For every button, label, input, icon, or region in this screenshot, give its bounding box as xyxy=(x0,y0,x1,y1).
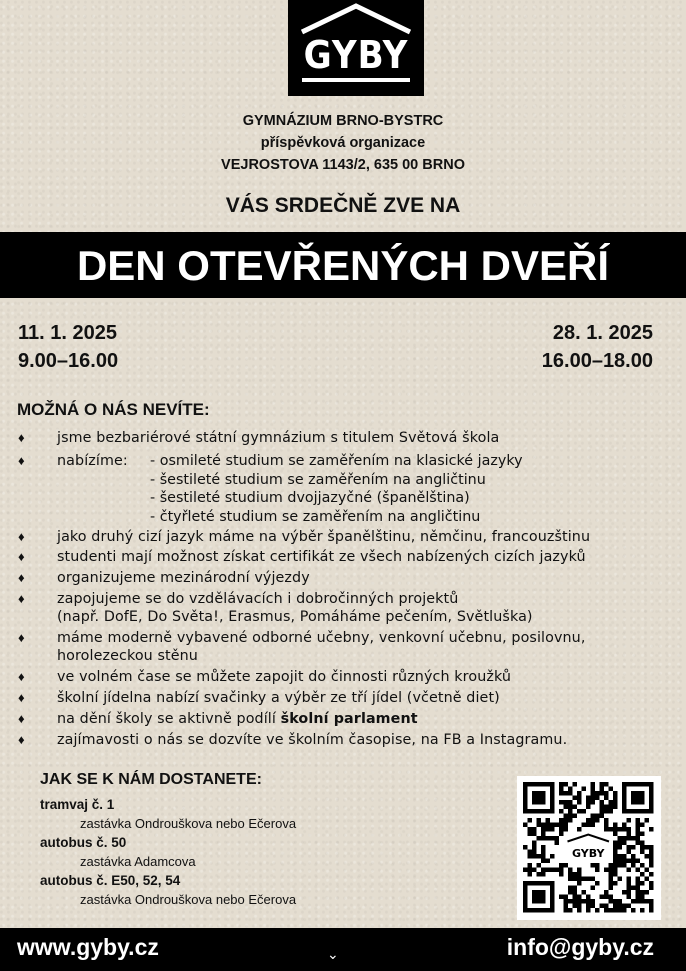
list-item-label: nabízíme: xyxy=(57,453,128,469)
transport-line: autobus č. 50 xyxy=(40,835,127,850)
list-item: studenti mají možnost získat certifikát ze všech nabízených cizích jazyků xyxy=(57,549,586,565)
list-item: jako druhý cizí jazyk máme na výběr španělštinu, němčinu, francouzštinu xyxy=(57,529,591,545)
list-item: máme moderně vybavené odborné učebny, venkovní učebnu, posilovnu, xyxy=(57,630,586,646)
bullet-icon: ♦ xyxy=(18,430,25,445)
list-subitem: - šestileté studium se zaměřením na angličtinu xyxy=(150,472,486,488)
org-name: GYMNÁZIUM BRNO-BYSTRC xyxy=(242,113,444,129)
about-heading: MOŽNÁ O NÁS NEVÍTE: xyxy=(17,400,210,419)
transport-stop: zastávka Ondrouškova nebo Ečerova xyxy=(80,892,297,907)
org-type: příspěvková organizace xyxy=(260,135,426,151)
date-first: 11. 1. 2025 xyxy=(18,322,117,344)
qr-code[interactable] xyxy=(517,776,661,920)
list-item-text: na dění školy se aktivně podílí xyxy=(57,711,281,727)
list-item: školní jídelna nabízí svačinky a výběr ze tří jídel (včetně diet) xyxy=(57,690,500,706)
list-item: zapojujeme se do vzdělávacích i dobročinných projektů xyxy=(57,591,459,607)
email-link[interactable]: info@gyby.cz xyxy=(506,934,654,960)
date-second: 28. 1. 2025 xyxy=(552,322,653,344)
transport-line: autobus č. E50, 52, 54 xyxy=(40,873,181,888)
transport-heading: JAK SE K NÁM DOSTANETE: xyxy=(40,771,262,788)
title-banner xyxy=(0,232,686,298)
transport-stop: zastávka Adamcova xyxy=(80,854,196,869)
transport-line: tramvaj č. 1 xyxy=(40,797,115,812)
banner-title: DEN OTEVŘENÝCH DVEŘÍ xyxy=(76,242,610,289)
bullet-icon: ♦ xyxy=(18,690,25,705)
list-item: organizujeme mezinárodní výjezdy xyxy=(57,570,310,586)
bullet-icon: ♦ xyxy=(18,549,25,564)
bullet-icon: ♦ xyxy=(18,630,25,645)
bullet-icon: ♦ xyxy=(18,711,25,726)
list-item: jsme bezbariérové státní gymnázium s titulem Světová škola xyxy=(57,430,500,446)
list-item: ve volném čase se můžete zapojit do činnosti různých kroužků xyxy=(57,669,512,685)
bullet-icon: ♦ xyxy=(18,453,25,468)
invite-text: VÁS SRDEČNĚ ZVE NA xyxy=(225,194,461,217)
parliament-highlight: školní parlament xyxy=(280,711,418,727)
qr-logo-text: GYBY xyxy=(571,847,605,860)
list-subitem: - osmileté studium se zaměřením na klasické jazyky xyxy=(150,453,523,469)
chevron-down-icon: ⌄ xyxy=(327,946,339,962)
bullet-icon: ♦ xyxy=(18,669,25,684)
bullet-icon: ♦ xyxy=(18,591,25,606)
time-first: 9.00–16.00 xyxy=(18,350,119,372)
list-item xyxy=(57,710,418,728)
school-logo xyxy=(288,0,424,96)
list-item: zajímavosti o nás se dozvíte ve školním časopise, na FB a Instagramu. xyxy=(57,732,568,748)
website-link[interactable]: www.gyby.cz xyxy=(17,934,159,960)
qr-code-icon xyxy=(517,776,661,920)
list-subitem: - šestileté studium dvojjazyčné (španělština) xyxy=(150,490,470,506)
list-item-continued: (např. DofE, Do Světa!, Erasmus, Pomáháme pečením, Světluška) xyxy=(57,609,533,625)
bullet-icon: ♦ xyxy=(18,570,25,585)
transport-stop: zastávka Ondrouškova nebo Ečerova xyxy=(80,816,297,831)
footer-bar xyxy=(0,928,686,971)
time-second: 16.00–18.00 xyxy=(541,350,653,372)
logo-text: GYBY xyxy=(303,33,409,77)
bullet-icon: ♦ xyxy=(18,529,25,544)
list-subitem: - čtyřleté studium se zaměřením na angličtinu xyxy=(150,509,481,525)
list-item-continued: horolezeckou stěnu xyxy=(57,648,198,664)
org-address: VEJROSTOVA 1143/2, 635 00 BRNO xyxy=(221,157,465,173)
bullet-icon: ♦ xyxy=(18,732,25,747)
